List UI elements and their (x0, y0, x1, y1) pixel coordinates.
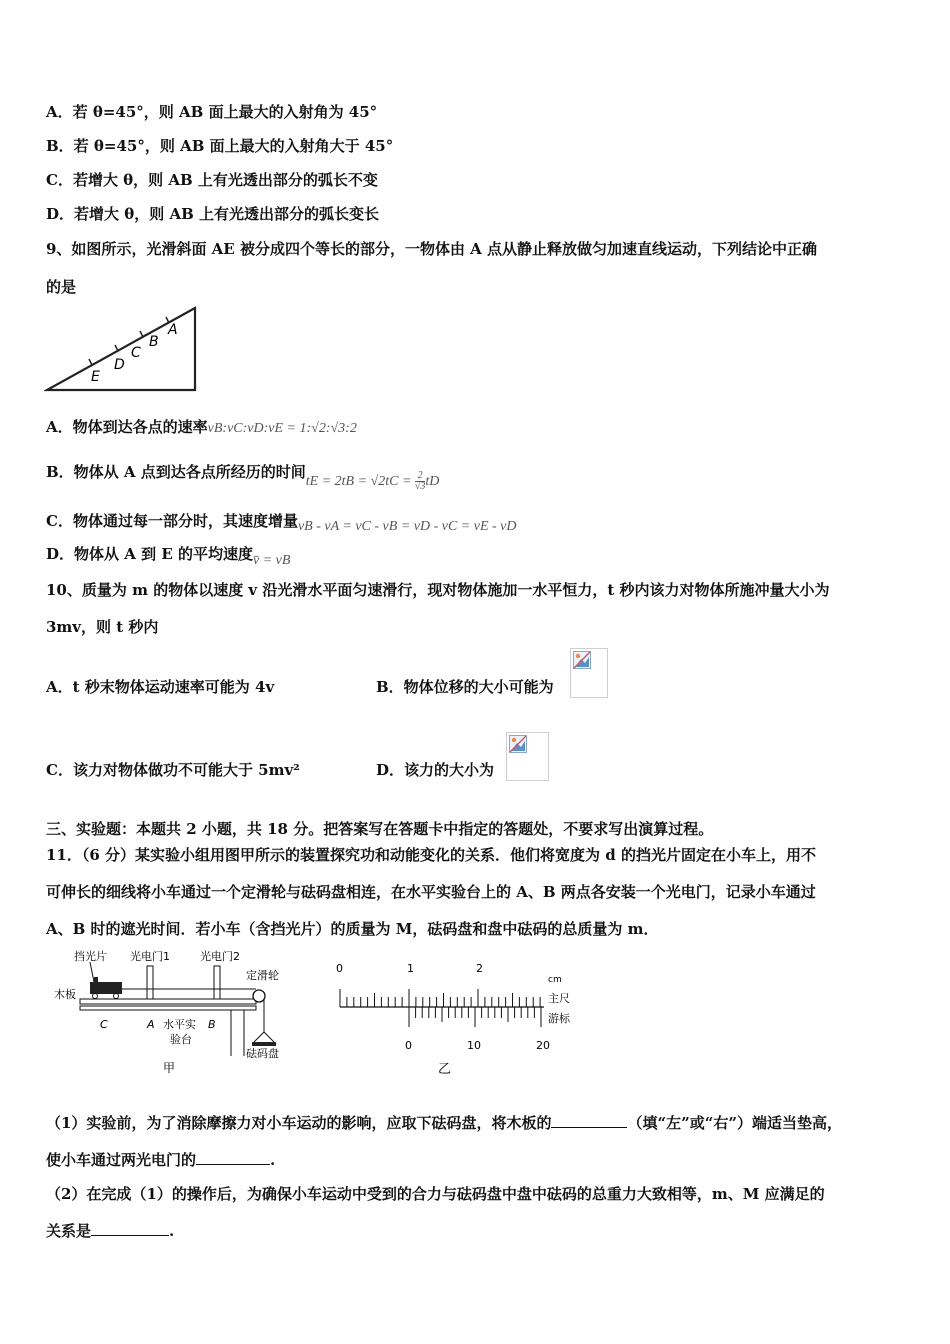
label-vernier-scale: 游标 (548, 1012, 570, 1025)
q9-stem-line1: 9、如图所示，光滑斜面 AE 被分成四个等长的部分，一物体由 A 点从静止释放做匀加速直线运动，下列结论中正确 (46, 240, 818, 258)
q10-option-b-image-placeholder (570, 648, 608, 698)
q11-apparatus-figure (50, 946, 300, 1081)
caption-jia: 甲 (163, 1061, 176, 1075)
weight-pan (252, 1042, 276, 1046)
cart (90, 982, 122, 994)
q8-option-d: D．若增大 θ，则 AB 上有光透出部分的弧长变长 (46, 205, 379, 223)
label-main-scale: 主尺 (548, 992, 570, 1005)
q9-stem-line2: 的是 (46, 278, 77, 296)
label-gate1: 光电门1 (130, 950, 170, 963)
table-top (80, 1006, 256, 1010)
broken-image-icon (509, 735, 527, 753)
pan-string (254, 1032, 264, 1042)
q10-option-b: B．物体位移的大小可能为 (376, 678, 554, 696)
vernier-tick-10: 10 (467, 1039, 481, 1052)
q8-option-c: C．若增大 θ，则 AB 上有光透出部分的弧长不变 (46, 171, 378, 189)
q11-part1-line1 (46, 1113, 842, 1133)
q11-part1-text-a: （1）实验前，为了消除摩擦力对小车运动的影响，应取下砝码盘，将木板的 (46, 1114, 552, 1132)
q9-option-c-text: C．物体通过每一部分时，其速度增量 (46, 512, 298, 530)
cart-wheel (93, 994, 98, 999)
q11-part2-line1: （2）在完成（1）的操作后，为确保小车运动中受到的合力与砝码盘中盘中砝码的总重力大致相等，m、M 应满足的 (46, 1185, 825, 1203)
fraction-numerator: 2 (415, 471, 426, 482)
q9-option-b (46, 457, 440, 492)
incline-triangle (47, 308, 195, 390)
q10-stem-line2: 3mv，则 t 秒内 (46, 618, 159, 636)
q11-part1-line2 (46, 1150, 275, 1170)
point-label-a: A (168, 322, 178, 338)
q9-option-c-formula: vB - vA = vC - vB = vD - vC = vE - vD (297, 519, 517, 534)
q9-option-d (46, 544, 290, 566)
broken-image-icon (573, 651, 591, 669)
q11-stem-line1: 11．（6 分）某实验小组用图甲所示的装置探究功和动能变化的关系．他们将宽度为 d 的挡光片固定在小车上，用不 (46, 846, 816, 864)
point-label-e: E (91, 369, 100, 385)
shield-plate (94, 977, 98, 983)
q10-option-d-image-placeholder (506, 732, 549, 781)
answer-blank-2[interactable] (196, 1150, 270, 1165)
caption-yi: 乙 (438, 1062, 452, 1077)
q11-stem-line2: 可伸长的细线将小车通过一个定滑轮与砝码盘相连，在水平实验台上的 A、B 两点各安装一个光电门，记录小车通过 (46, 883, 816, 901)
unit-cm: cm (548, 975, 562, 985)
q8-option-b: B．若 θ=45°，则 AB 面上最大的入射角大于 45° (46, 137, 394, 155)
cart-wheel (114, 994, 119, 999)
point-label-c: C (131, 345, 141, 361)
q11-part2-text-c: . (169, 1222, 175, 1240)
point-label-d: D (114, 357, 125, 373)
label-c: C (100, 1018, 108, 1031)
q11-part1-text-d: . (270, 1151, 276, 1169)
vernier-tick-0: 0 (405, 1039, 412, 1052)
photogate-2 (214, 966, 220, 1000)
board (80, 999, 256, 1004)
label-pan: 砝码盘 (246, 1047, 279, 1060)
answer-blank-1[interactable] (551, 1113, 627, 1128)
pointer-line (90, 962, 94, 982)
q10-option-a: A．t 秒末物体运动速率可能为 4v (46, 678, 275, 696)
q9-option-b-formula: tE = 2tB = √2tC = (305, 474, 415, 489)
q11-stem-line3: A、B 时的遮光时间．若小车（含挡光片）的质量为 M，砝码盘和盘中砝码的总质量为 m． (46, 920, 659, 938)
q10-stem-line1: 10、质量为 m 的物体以速度 v 沿光滑水平面匀速滑行，现对物体施加一水平恒力，t 秒内该力对物体所施冲量大小为 (46, 581, 830, 599)
q9-option-a-text: A．物体到达各点的速率 (46, 418, 208, 436)
q11-part2-text-b: 关系是 (46, 1222, 92, 1240)
q10-option-d: D．该力的大小为 (376, 761, 495, 779)
label-gate2: 光电门2 (200, 950, 240, 963)
answer-blank-3[interactable] (91, 1221, 169, 1236)
vernier-tick-20: 20 (536, 1039, 550, 1052)
vernier-scale-ticks (409, 1007, 541, 1027)
q11-part1-text-c: 使小车通过两光电门的 (46, 1151, 197, 1169)
label-shield: 挡光片 (74, 950, 107, 963)
q9-option-d-formula: v̄ = vB (252, 553, 291, 568)
label-table-1: 水平实 (163, 1018, 196, 1031)
photogate-1 (147, 966, 153, 1000)
q9-option-b-formula-end: tD (425, 474, 440, 489)
q10-option-c: C．该力对物体做功不可能大于 5mv² (46, 761, 300, 779)
q9-option-b-text: B．物体从 A 点到达各点所经历的时间 (46, 463, 306, 481)
main-tick-1: 1 (407, 962, 414, 975)
q8-option-a: A．若 θ=45°，则 AB 面上最大的入射角为 45° (46, 103, 378, 121)
pan-string (264, 1032, 274, 1042)
main-scale-ticks (340, 989, 540, 1007)
pulley (253, 990, 265, 1002)
q9-option-c (46, 511, 517, 533)
label-table-2: 验台 (170, 1033, 192, 1046)
q11-vernier-figure (330, 960, 580, 1080)
main-tick-0: 0 (336, 962, 343, 975)
incline-tick (89, 359, 92, 365)
q11-part1-text-b: （填“左”或“右”）端适当垫高， (627, 1114, 842, 1132)
incline-tick (115, 345, 118, 351)
fraction-denominator: √3 (414, 480, 426, 492)
main-tick-2: 2 (476, 962, 483, 975)
label-board: 木板 (54, 988, 76, 1001)
incline-tick (140, 331, 143, 337)
q11-part2-line2 (46, 1221, 174, 1241)
q9-option-d-text: D．物体从 A 到 E 的平均速度 (46, 545, 253, 563)
label-b: B (208, 1018, 216, 1031)
q9-option-a-formula: vB:vC:vD:vE = 1:√2:√3:2 (207, 421, 357, 436)
label-pulley: 定滑轮 (246, 969, 279, 982)
section3-heading: 三、实验题：本题共 2 小题，共 18 分。把答案写在答题卡中指定的答题处，不要求写出演算过程。 (46, 820, 714, 838)
q9-incline-figure (44, 303, 200, 395)
point-label-b: B (149, 334, 159, 350)
label-a: A (147, 1018, 155, 1031)
q9-option-b-fraction (415, 471, 426, 492)
q9-option-a (46, 417, 357, 439)
